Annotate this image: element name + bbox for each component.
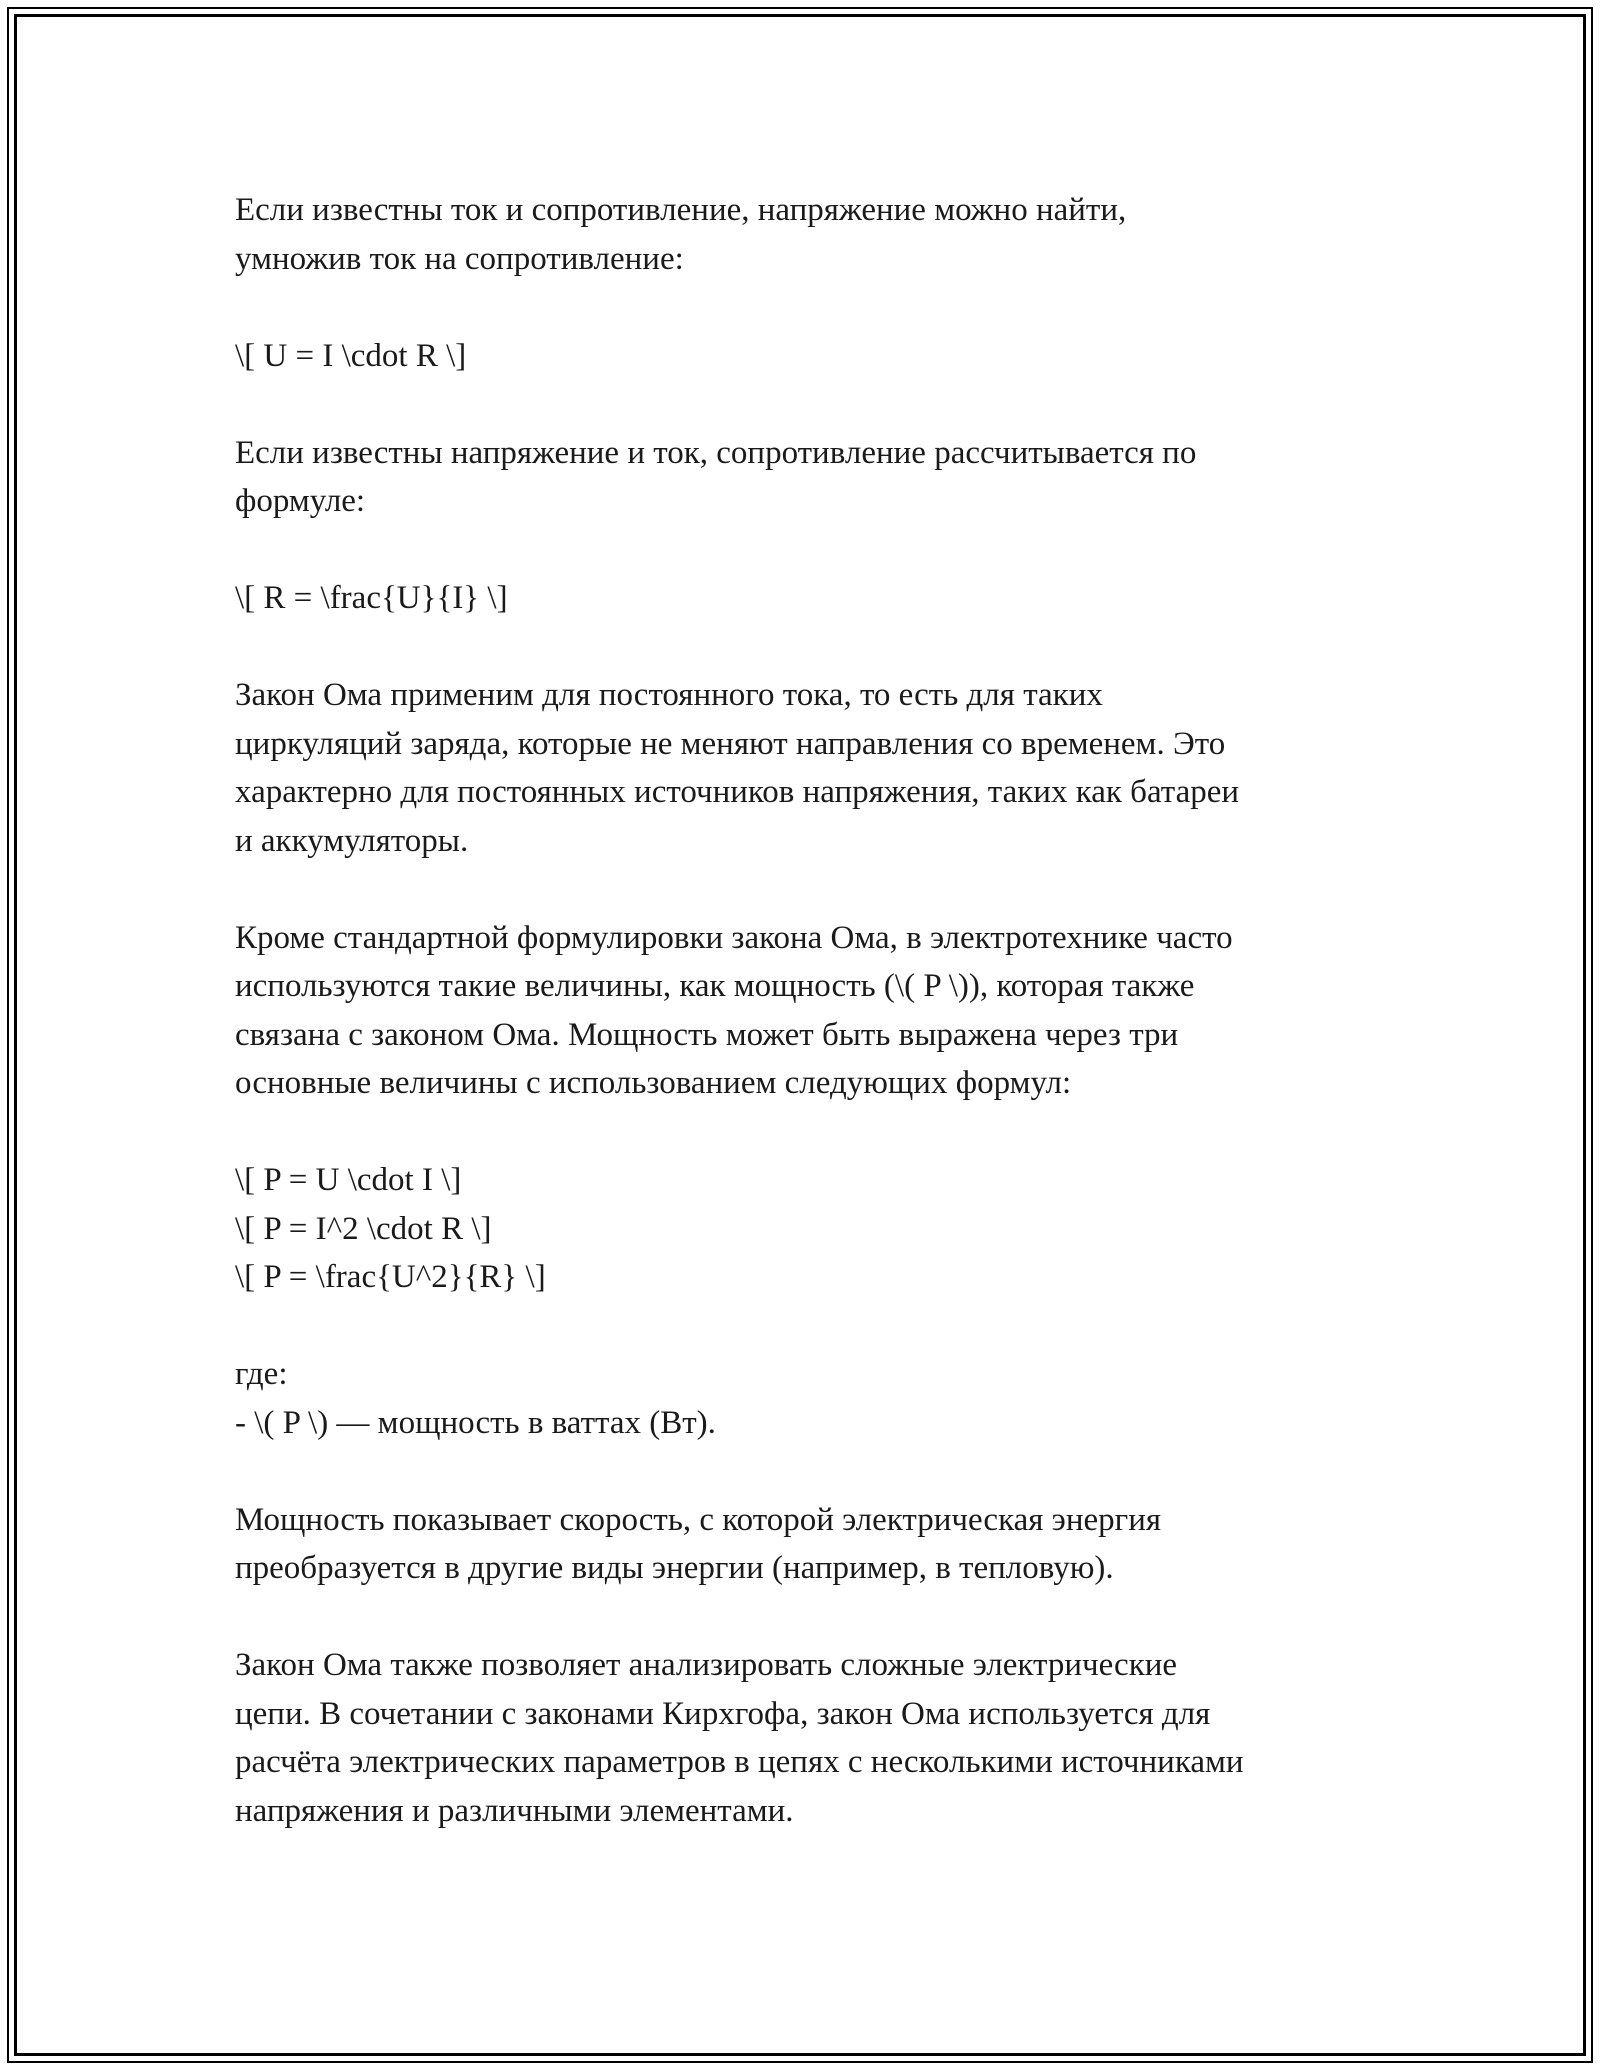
formula-voltage: \[ U = I \cdot R \]: [235, 337, 467, 374]
paragraph-power-intro: Кроме стандартной формулировки закона Ома, в электротехнике часто используются такие величины, как мощность (\( P \)), которая также связана с законом Ома. Мощность может быть выражена через три основные величины с использованием следующих формул:: [235, 919, 1233, 1101]
paragraph-voltage-intro: Если известны ток и сопротивление, напряжение можно найти, умножив ток на сопротивление:: [235, 192, 1127, 277]
definition-list: где: - \( P \) — мощность в ваттах (Вт).: [235, 1356, 716, 1441]
document-body: [235, 186, 1395, 1835]
paragraph-resistance-intro: Если известны напряжение и ток, сопротивление рассчитывается по формуле:: [235, 434, 1197, 519]
paragraph-power-meaning: Мощность показывает скорость, с которой электрическая энергия преобразуется в другие виды энергии (например, в тепловую).: [235, 1501, 1162, 1586]
formula-power-group: \[ P = U \cdot I \] \[ P = I^2 \cdot R \] \[ P = \frac{U^2}{R} \]: [235, 1162, 546, 1295]
formula-resistance: \[ R = \frac{U}{I} \]: [235, 580, 508, 616]
paragraph-direct-current: Закон Ома применим для постоянного тока, то есть для таких циркуляций заряда, которые не меняют направления со временем. Это характерно для постоянных источников напряжения, таких как батареи и аккумуляторы.: [235, 677, 1240, 859]
paragraph-kirchhoff: Закон Ома также позволяет анализировать сложные электрические цепи. В сочетании с законами Кирхгофа, закон Ома используется для расчёта электрических параметров в цепях с несколькими источниками напряжения и различными элементами.: [235, 1647, 1244, 1829]
